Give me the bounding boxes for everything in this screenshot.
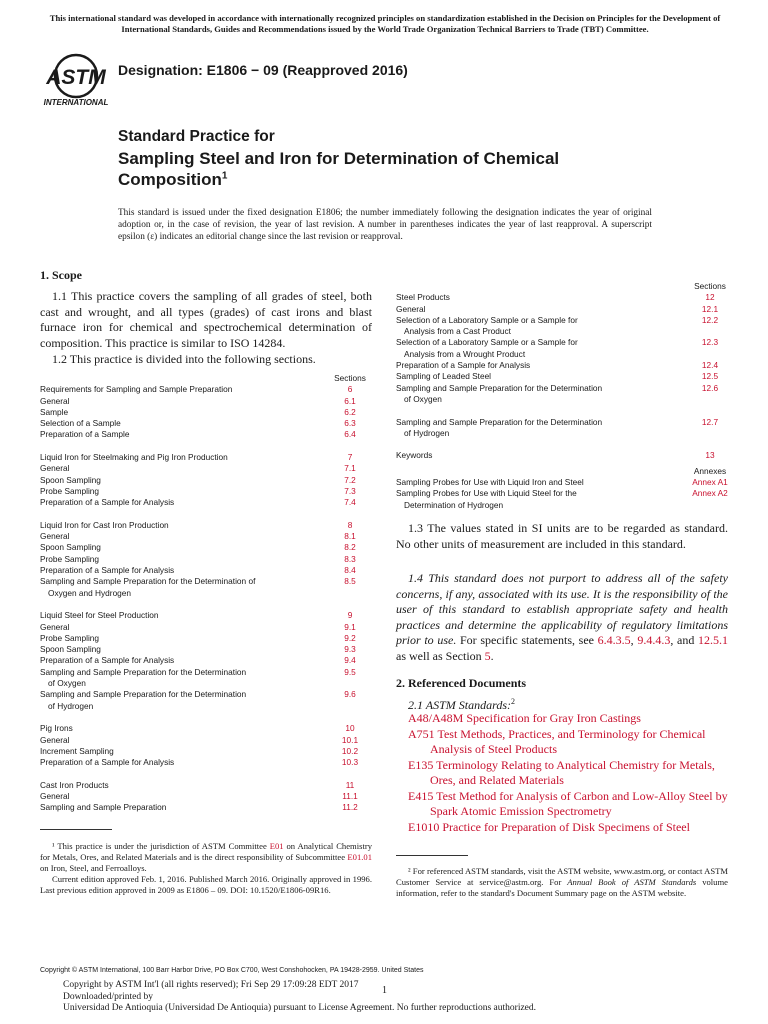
section-group xyxy=(396,292,732,405)
section-label-text: Preparation of a Sample xyxy=(40,429,130,440)
section-label xyxy=(40,396,328,407)
para-1-1: 1.1 This practice covers the sampling of all grades of steel, both cast and wrought, and all types (grades) of cast irons and blast furnace iron for chemical and spectrochemical determination of composition. This practice is similar to ISO 14284. xyxy=(40,289,372,350)
section-number-link[interactable]: 12.1 xyxy=(701,303,719,314)
astm-standards-label: 2.1 ASTM Standards: xyxy=(408,698,512,712)
section-label xyxy=(40,610,328,621)
section-label xyxy=(40,622,328,633)
section-number-link[interactable]: 12.6 xyxy=(701,382,719,393)
section-label-continuation: of Hydrogen xyxy=(48,700,94,711)
sections-table-right xyxy=(396,281,732,511)
section-row xyxy=(40,689,372,712)
section-row xyxy=(40,475,372,486)
footnote-2-text-a: ² For referenced ASTM standards, visit the ASTM website, www.astm.org, or contact ASTM Customer Service at service@astm.org. For xyxy=(396,866,728,887)
section-label-text: Sampling and Sample Preparation for the Determination of xyxy=(40,576,256,587)
section-label xyxy=(40,689,328,712)
referenced-heading: 2. Referenced Documents xyxy=(396,676,527,690)
section-row xyxy=(40,655,372,666)
section-label-continuation: of Hydrogen xyxy=(404,427,450,438)
section-number-link[interactable]: 10.3 xyxy=(341,757,359,768)
section-label xyxy=(40,497,328,508)
section-label-text: Probe Sampling xyxy=(40,553,100,564)
section-number-link[interactable]: 9.6 xyxy=(344,689,356,700)
group-spacer xyxy=(40,599,372,610)
section-number-link[interactable]: 8.4 xyxy=(344,565,356,576)
section-label-text: Cast Iron Products xyxy=(40,779,109,790)
section-label-text: Liquid Iron for Steelmaking and Pig Iron Production xyxy=(40,452,228,463)
para-1-2: 1.2 This practice is divided into the following sections. xyxy=(52,352,316,366)
reference-code-link[interactable]: E135 xyxy=(408,757,434,772)
section-row xyxy=(396,417,732,440)
annexes-header xyxy=(396,466,732,477)
sections-label: Sections xyxy=(334,373,366,383)
reference-item xyxy=(408,789,728,820)
left-table-body xyxy=(40,384,372,813)
reference-code-link[interactable]: E415 xyxy=(408,788,434,803)
reference-title-link[interactable]: Terminology Relating to Analytical Chemistry for Metals, Ores, and Related Materials xyxy=(430,757,715,787)
section-label-text: Liquid Steel for Steel Production xyxy=(40,610,159,621)
section-label xyxy=(40,576,328,599)
section-group xyxy=(396,417,732,440)
para-1-4-text-c: . xyxy=(490,648,494,663)
section-label-text: Sampling and Sample Preparation for the Determination xyxy=(40,689,247,700)
section-label-continuation: Determination of Hydrogen xyxy=(404,499,504,510)
section-row xyxy=(40,429,372,440)
reference-item xyxy=(408,758,728,789)
section-label-text: Spoon Sampling xyxy=(40,644,101,655)
annexes-label: Annexes xyxy=(693,465,727,476)
reference-list xyxy=(408,711,728,835)
section-label-text: Pig Irons xyxy=(40,723,73,734)
section-number-link[interactable]: 11.2 xyxy=(342,802,358,813)
section-row xyxy=(40,384,372,395)
section-label xyxy=(40,565,328,576)
section-number-link[interactable]: 7.2 xyxy=(344,474,356,485)
section-label-text: Selection of a Sample xyxy=(40,418,121,429)
section-number-link[interactable]: 12.4 xyxy=(701,360,719,371)
section-label xyxy=(40,531,328,542)
section-number-link[interactable]: 7 xyxy=(347,452,353,463)
section-label xyxy=(40,746,328,757)
right-table-body xyxy=(396,292,732,461)
reference-item xyxy=(408,711,728,727)
group-spacer xyxy=(40,509,372,520)
section-number-link[interactable]: 6.1 xyxy=(344,395,356,406)
section-label-text: Preparation of a Sample for Analysis xyxy=(40,565,175,576)
section-row xyxy=(40,497,372,508)
title-prefix: Standard Practice for xyxy=(118,128,275,145)
section-label xyxy=(40,667,328,690)
section-label xyxy=(396,488,688,511)
section-label-text: Spoon Sampling xyxy=(40,542,101,553)
section-label-text: Sampling and Sample Preparation for the Determination xyxy=(396,416,603,427)
section-number-link[interactable]: 10.1 xyxy=(341,734,359,745)
section-label xyxy=(396,304,688,315)
section-number-link[interactable]: 9.3 xyxy=(344,644,356,655)
section-number-link[interactable]: 8.3 xyxy=(344,553,356,564)
footnote-1-text-c: on Iron, Steel, and Ferroalloys. xyxy=(40,863,147,873)
section-label-text: General xyxy=(40,463,70,474)
section-row xyxy=(40,757,372,768)
print-info-line-3: Universidad De Antioquia (Universidad De Antioquia) pursuant to License Agreement. No further reproductions authorized. xyxy=(63,1003,537,1013)
section-row xyxy=(396,304,732,315)
committee-e01-link[interactable]: E01 xyxy=(269,841,284,851)
print-info xyxy=(63,980,536,1015)
sections-header-right xyxy=(396,281,732,292)
section-group xyxy=(40,610,372,712)
section-number-link[interactable]: 12 xyxy=(705,292,715,303)
section-number-link[interactable]: 11.1 xyxy=(342,790,358,801)
section-label xyxy=(40,418,328,429)
section-label xyxy=(40,463,328,474)
section-label xyxy=(40,802,328,813)
group-spacer xyxy=(396,439,732,450)
section-label xyxy=(396,371,688,382)
reference-title-link[interactable]: Test Method for Analysis of Carbon and Low-Alloy Steel by Spark Atomic Emission Spectrometry xyxy=(430,788,728,818)
ref-12-5-1-link[interactable]: 12.5.1 xyxy=(698,633,728,647)
section-row xyxy=(40,542,372,553)
group-spacer xyxy=(40,768,372,779)
document-title xyxy=(118,148,638,190)
section-label-continuation: of Oxygen xyxy=(404,393,442,404)
section-row xyxy=(396,292,732,303)
logo-letters: ASTM xyxy=(46,66,106,89)
reference-code-link[interactable]: A751 xyxy=(408,726,435,741)
section-label-continuation: Analysis from a Cast Product xyxy=(404,326,511,337)
section-label xyxy=(40,475,328,486)
section-label xyxy=(40,633,328,644)
section-row xyxy=(396,360,732,371)
astm-logo xyxy=(40,52,112,107)
sections-label-right: Sections xyxy=(694,281,726,291)
section-label xyxy=(396,450,688,461)
ref-section-5-link[interactable]: 5 xyxy=(484,648,491,663)
section-number-link[interactable]: 9.2 xyxy=(344,632,356,643)
section-row xyxy=(40,565,372,576)
section-label xyxy=(40,452,328,463)
section-number-link[interactable]: 12.3 xyxy=(701,337,719,348)
para-1-4-text-a: For specific statements, see xyxy=(456,633,598,647)
section-label-continuation: Oxygen and Hydrogen xyxy=(48,587,132,598)
section-label-text: General xyxy=(396,303,426,314)
footnote-1-text-a: ¹ This practice is under the jurisdiction of ASTM Committee xyxy=(52,841,270,851)
section-number-link[interactable]: 10.2 xyxy=(341,745,359,756)
footnote-2-text-b: volume information, refer to the standard's Document Summary page on the ASTM website. xyxy=(396,877,728,898)
section-label-text: Selection of a Laboratory Sample or a Sample for xyxy=(396,337,578,348)
section-number-link[interactable]: 6.4 xyxy=(344,429,356,440)
section-number-link[interactable]: 6.2 xyxy=(344,406,356,417)
ref-9-4-4-3-link[interactable]: 9.4.4.3 xyxy=(637,633,671,647)
section-label-text: Sampling and Sample Preparation for the Determination xyxy=(40,666,247,677)
group-spacer xyxy=(40,712,372,723)
section-group xyxy=(40,452,372,508)
section-number-link[interactable]: 11 xyxy=(345,779,355,790)
section-label-text: Sampling of Leaded Steel xyxy=(396,371,492,382)
annex-table-body xyxy=(396,477,732,511)
section-label-text: Preparation of a Sample for Analysis xyxy=(40,497,175,508)
section-number-link[interactable]: Annex A1 xyxy=(692,477,728,488)
section-number-link[interactable]: 6.3 xyxy=(344,418,356,429)
section-label-text: Liquid Iron for Cast Iron Production xyxy=(40,519,169,530)
designation: Designation: E1806 − 09 (Reapproved 2016) xyxy=(118,62,408,78)
section-number-link[interactable]: 8.2 xyxy=(344,542,356,553)
copyright-line: Copyright © ASTM International, 100 Barr Harbor Drive, PO Box C700, West Conshohocken, PA 19428-2959. United States xyxy=(40,967,424,974)
footnote-2-italic: Annual Book of ASTM Standards xyxy=(567,877,697,887)
section-label-text: General xyxy=(40,734,70,745)
para-1-3: 1.3 The values stated in SI units are to be regarded as standard. No other units of measurement are included in this standard. xyxy=(396,521,728,551)
sections-header xyxy=(40,373,372,384)
section-row xyxy=(40,780,372,791)
section-group xyxy=(40,780,372,814)
section-label xyxy=(40,723,328,734)
section-row xyxy=(40,746,372,757)
section-row xyxy=(40,452,372,463)
section-label-text: Sampling Probes for Use with Liquid Iron and Steel xyxy=(396,477,584,488)
section-label xyxy=(396,337,688,360)
section-label-text: Spoon Sampling xyxy=(40,474,101,485)
footnote-rule-right xyxy=(396,855,468,856)
section-label-text: Sampling Probes for Use with Liquid Steel for the xyxy=(396,488,577,499)
footnote-1-edition: Current edition approved Feb. 1, 2016. Published March 2016. Originally approved in 1996. Last previous edition approved in 2009 as E1806 – 09. DOI: 10.1520/E1806-09R16. xyxy=(40,874,372,895)
section-row xyxy=(40,802,372,813)
section-label xyxy=(40,791,328,802)
section-label xyxy=(40,735,328,746)
section-label-text: General xyxy=(40,531,70,542)
section-number-link[interactable]: 12.2 xyxy=(701,314,719,325)
section-row xyxy=(396,383,732,406)
section-label-text: General xyxy=(40,621,70,632)
section-row xyxy=(40,622,372,633)
section-label-text: Sampling and Sample Preparation xyxy=(40,802,167,813)
reference-title-link[interactable]: Test Methods, Practices, and Terminology for Chemical Analysis of Steel Products xyxy=(430,726,706,756)
section-label-text: Sample xyxy=(40,406,69,417)
subcommittee-e0101-link[interactable]: E01.01 xyxy=(347,852,372,862)
section-label-text: Keywords xyxy=(396,450,433,461)
section-label xyxy=(40,655,328,666)
group-spacer xyxy=(40,441,372,452)
section-group xyxy=(396,450,732,461)
page-number: 1 xyxy=(382,985,387,996)
reference-item xyxy=(408,820,728,836)
issued-note: This standard is issued under the fixed designation E1806; the number immediately following the designation indicates the year of original adoption or, in the case of revision, the year of last revision. A number in parentheses indicates the year of last reapproval. A superscript epsilon (ε) indicates an editorial change since the last revision or reapproval. xyxy=(118,208,652,242)
reference-code-link[interactable]: E1010 xyxy=(408,819,440,834)
section-label-text: General xyxy=(40,790,70,801)
section-row xyxy=(40,644,372,655)
section-group xyxy=(40,723,372,768)
logo-word: INTERNATIONAL xyxy=(43,98,109,107)
section-label-text: Requirements for Sampling and Sample Preparation xyxy=(40,384,233,395)
section-label xyxy=(396,383,688,406)
section-label-text: General xyxy=(40,395,70,406)
section-label-text: Steel Products xyxy=(396,292,450,303)
section-label xyxy=(40,520,328,531)
section-row xyxy=(40,735,372,746)
section-label xyxy=(40,644,328,655)
section-label-text: Increment Sampling xyxy=(40,745,114,756)
safety-statement: 1.4 This standard does not purport to address all of the safety concerns, if any, associated with its use. It is the responsibility of the user of this standard to establish appropriate safety and health practices and determine the applicability of regulatory limitations prior to use. xyxy=(396,571,728,647)
section-label xyxy=(396,477,688,488)
section-row xyxy=(40,791,372,802)
section-label xyxy=(396,360,688,371)
section-row xyxy=(40,576,372,599)
section-label xyxy=(40,486,328,497)
section-label xyxy=(396,315,688,338)
section-label xyxy=(40,429,328,440)
section-number-link[interactable]: 6 xyxy=(347,384,353,395)
reference-title-link[interactable]: Practice for Preparation of Disk Specimens of Steel xyxy=(442,819,690,834)
para-1-4-text-b: as well as Section xyxy=(396,648,485,663)
section-label xyxy=(40,757,328,768)
section-row xyxy=(40,531,372,542)
section-row xyxy=(40,554,372,565)
section-label xyxy=(40,407,328,418)
footnote-1 xyxy=(40,841,372,896)
section-label xyxy=(40,384,328,395)
footnote-rule-left xyxy=(40,829,112,830)
reference-item xyxy=(408,727,728,758)
section-row xyxy=(396,315,732,338)
section-row xyxy=(40,463,372,474)
para-1-4 xyxy=(396,571,728,664)
scope-heading: 1. Scope xyxy=(40,268,82,282)
section-number-link[interactable]: 12.5 xyxy=(701,371,719,382)
footnote-2 xyxy=(396,866,728,899)
print-info-line-1: Copyright by ASTM Int'l (all rights reserved); Fri Sep 29 17:09:28 EDT 2017 xyxy=(63,980,359,990)
para-1-4-sep-2: , and xyxy=(670,633,698,647)
section-row xyxy=(40,610,372,621)
section-label xyxy=(40,542,328,553)
reference-title-link[interactable]: Specification for Gray Iron Castings xyxy=(466,711,641,725)
section-number-link[interactable]: 9 xyxy=(347,610,353,621)
section-label xyxy=(396,292,688,303)
section-label xyxy=(396,417,688,440)
section-row xyxy=(396,488,732,511)
section-label-text: Preparation of a Sample for Analysis xyxy=(40,655,175,666)
section-label-continuation: of Oxygen xyxy=(48,678,86,689)
section-number-link[interactable]: 8.1 xyxy=(344,531,356,542)
top-notice: This international standard was developed in accordance with internationally recognized principles on standardization established in the Decision on Principles for the Development of International Standards, Guides and Recommendations issued by the World Trade Organization Technical Barriers to Trade (TBT) Committee. xyxy=(49,13,721,34)
section-group xyxy=(40,384,372,440)
section-group xyxy=(40,520,372,599)
section-row xyxy=(40,486,372,497)
section-row xyxy=(396,477,732,488)
para-1-4-sep-1: , xyxy=(630,633,638,647)
reference-code-link[interactable]: A48/A48M xyxy=(408,711,464,725)
print-info-line-2: Downloaded/printed by xyxy=(63,991,153,1002)
section-row xyxy=(396,371,732,382)
section-number-link[interactable]: 12.7 xyxy=(701,416,719,427)
section-row xyxy=(40,723,372,734)
section-number-link[interactable]: 8.5 xyxy=(344,576,356,587)
section-number-link[interactable]: 10 xyxy=(345,723,355,734)
section-label-text: Selection of a Laboratory Sample or a Sample for xyxy=(396,314,578,325)
section-number-link[interactable]: 13 xyxy=(705,450,715,461)
section-row xyxy=(40,407,372,418)
footnote-2-marker[interactable]: 2 xyxy=(511,697,516,706)
section-number-link[interactable]: 9.1 xyxy=(344,621,356,632)
section-label-text: Sampling and Sample Preparation for the Determination xyxy=(396,382,603,393)
section-row xyxy=(396,337,732,360)
footnote-1-text-b: on Analytical Chemistry for Metals, Ores, and Related Materials and is the direct responsibility of Subcommittee xyxy=(40,841,372,862)
section-number-link[interactable]: 8 xyxy=(347,519,353,530)
section-number-link[interactable]: 9.4 xyxy=(344,655,356,666)
section-label xyxy=(40,780,328,791)
section-label-continuation: Analysis from a Wrought Product xyxy=(404,348,526,359)
section-label-text: Probe Sampling xyxy=(40,632,100,643)
section-label-text: Preparation of a Sample for Analysis xyxy=(40,757,175,768)
section-row xyxy=(40,396,372,407)
section-row xyxy=(40,418,372,429)
ref-6-4-3-5-link[interactable]: 6.4.3.5 xyxy=(597,633,631,647)
section-number-link[interactable]: 7.4 xyxy=(344,497,356,508)
section-number-link[interactable]: 7.3 xyxy=(344,485,356,496)
title-footnote-marker[interactable]: 1 xyxy=(221,170,228,182)
group-spacer xyxy=(396,405,732,416)
section-label-text: Probe Sampling xyxy=(40,485,100,496)
section-label xyxy=(40,554,328,565)
section-row xyxy=(40,520,372,531)
section-label-text: Preparation of a Sample for Analysis xyxy=(396,360,531,371)
section-number-link[interactable]: Annex A2 xyxy=(692,488,728,499)
section-number-link[interactable]: 7.1 xyxy=(344,463,356,474)
section-row xyxy=(40,633,372,644)
sections-table-left xyxy=(40,373,372,814)
section-row xyxy=(40,667,372,690)
section-number-link[interactable]: 9.5 xyxy=(344,666,356,677)
title-text: Sampling Steel and Iron for Determination of Chemical Composition xyxy=(118,149,560,189)
section-row xyxy=(396,450,732,461)
